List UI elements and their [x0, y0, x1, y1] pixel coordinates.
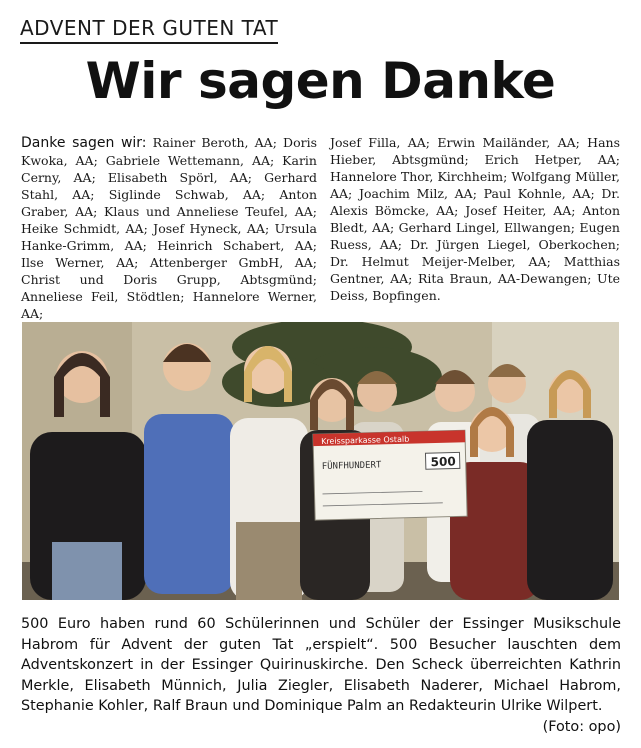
donor-list-part-1: Rainer Beroth, AA; Doris Kwoka, AA; Gabriele Wettemann, AA; Karin Cerny, AA; Elisabeth Spörl, AA; Gerhard Stahl, AA; Siglinde Schwab, AA; Anton Graber, AA; Klaus und Anneliese Teufel, AA; Heike Schmidt, AA; Josef Hyneck, AA; Ursula Hanke-Grimm, AA; Heinrich Schabert, AA; Ilse Werner, AA; Attenberger GmbH, AA; Christ und Doris Grupp, Abtsgmünd; Anneliese Feil, Stödtlen; Hannelore Werner, AA; [21, 135, 317, 321]
donor-list-part-2: Josef Filla, AA; Erwin Mailänder, AA; Hans Hieber, Abtsgmünd; Erich Hetper, AA; Hannelore Thor, Kirchheim; Wolfgang Müller, AA; Joachim Milz, AA; Paul Kohnle, AA; Dr. Alexis Bömcke, AA; Josef Heiter, AA; Anton Bledt, AA; Gerhard Lingel, Ellwangen; Eugen Ruess, AA; Dr. Jürgen Liegel, Oberkochen; Dr. Helmut Meijer-Melber, AA; Matthias Gentner, AA; Rita Braun, AA-Dewangen; Ute Deiss, Bopfingen. [330, 135, 620, 303]
donation-check [313, 430, 467, 520]
check-amount-words: FÜNFHUNDERT [321, 460, 382, 472]
group-photo-illustration [22, 322, 619, 600]
photo-caption [21, 614, 621, 737]
photo-credit: (Foto: opo) [542, 718, 621, 735]
thanks-column-left [21, 134, 317, 322]
lead-in: Danke sagen wir: [21, 135, 147, 151]
thanks-column-right [330, 134, 620, 304]
group-photo [22, 322, 619, 600]
check-amount: 500 [430, 454, 456, 470]
section-kicker: ADVENT DER GUTEN TAT [20, 16, 278, 44]
caption-text: 500 Euro haben rund 60 Schülerinnen und Schüler der Essinger Musikschule Habrom für Advent der guten Tat „erspielt“. 500 Besucher lauschten dem Adventskonzert in der Essinger Quirinuskirche. Den Scheck überreichten Kathrin Merkle, Elisabeth Münnich, Julia Ziegler, Elisabeth Naderer, Michael Habrom, Stephanie Kohler, Ralf Braun und Dominique Palm an Redakteurin Ulrike Wilpert. [21, 616, 621, 714]
check-bank-name: Kreissparkasse Ostalb [321, 434, 410, 446]
article-headline: Wir sagen Danke [85, 52, 556, 110]
